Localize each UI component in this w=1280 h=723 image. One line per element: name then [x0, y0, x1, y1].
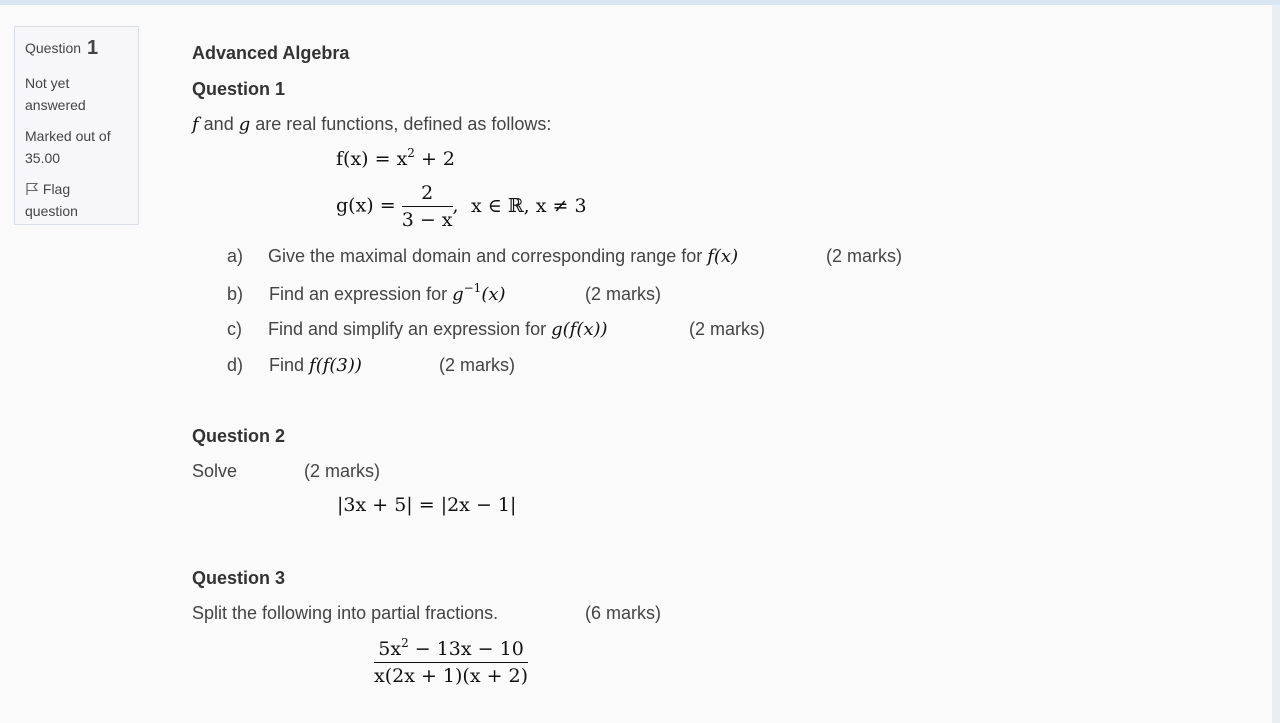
q1-f-definition: [336, 148, 455, 170]
part-b-marks: (2 marks): [585, 284, 661, 304]
part-c-label: c): [227, 319, 242, 339]
q3-num-pre: 5x: [378, 638, 402, 660]
q3-marks: (6 marks): [585, 603, 661, 623]
q1-g-lhs: g(x) =: [336, 194, 402, 217]
q2-equation: |3x + 5| = |2x − 1|: [337, 494, 517, 516]
q1-f-rhs: + 2: [414, 148, 456, 170]
q1-f-exp: 2: [407, 146, 415, 160]
status-line1: Not yet: [25, 75, 70, 91]
part-d-math: f(f(3)): [309, 355, 362, 376]
flag-line1: Flag: [42, 181, 71, 197]
q3-numerator: [374, 636, 528, 663]
q1-g-denominator: 3 − x: [401, 209, 453, 231]
part-a-marks: (2 marks): [826, 246, 902, 266]
q1-g-comma: ,: [452, 194, 459, 217]
q3-num-exp: 2: [401, 636, 409, 650]
part-c-marks: (2 marks): [689, 319, 765, 339]
part-d-label: d): [227, 355, 244, 375]
part-d-text: [269, 355, 362, 376]
question-info-panel: [14, 26, 139, 225]
status-line2: answered: [25, 97, 86, 113]
question-status: [25, 72, 128, 116]
part-b-math-pre: g: [452, 284, 464, 305]
part-b-label: b): [227, 284, 244, 304]
q1-heading: Question 1: [192, 79, 286, 99]
part-c-text: [268, 319, 608, 340]
q2-marks: (2 marks): [304, 461, 380, 481]
marked-line1: Marked out of: [25, 128, 111, 144]
page-title: Advanced Algebra: [192, 43, 350, 63]
q1-intro-f: f: [192, 114, 199, 135]
marked-line2: 35.00: [25, 150, 61, 166]
question-grade: [25, 125, 128, 169]
part-c-body: Find and simplify an expression for: [268, 319, 552, 339]
q3-fraction: [374, 636, 528, 689]
part-b-body: Find an expression for: [269, 284, 453, 304]
part-b-math-sup: −1: [463, 281, 482, 295]
question-prefix: Question: [25, 40, 82, 56]
top-bar: [0, 0, 1280, 5]
part-a-label: a): [227, 246, 244, 266]
part-d-body: Find: [269, 355, 310, 375]
part-a-body: Give the maximal domain and corresponding range for: [268, 246, 708, 266]
part-b-text: [269, 281, 506, 305]
q3-num-post: − 13x − 10: [408, 638, 524, 660]
flag-icon: [25, 182, 39, 196]
part-d-marks: (2 marks): [439, 355, 515, 375]
question-number-label: [25, 37, 128, 60]
flag-question-link[interactable]: [25, 178, 128, 222]
q1-g-fraction: [402, 180, 453, 233]
part-b-math-post: (x): [481, 284, 506, 305]
flag-line2: question: [25, 203, 78, 219]
q3-heading: Question 3: [192, 568, 286, 588]
q1-intro: [192, 114, 551, 135]
part-a-text: [268, 246, 738, 267]
q1-f-lhs: f(x) = x: [336, 148, 408, 170]
q1-intro-rest: are real functions, defined as follows:: [250, 114, 552, 134]
question-number: 1: [86, 37, 99, 59]
q2-text: Solve: [192, 461, 238, 481]
part-a-math: f(x): [707, 246, 739, 267]
q1-intro-g: g: [238, 114, 251, 135]
q1-g-domain: x ∈ ℝ, x ≠ 3: [471, 195, 587, 217]
q2-heading: Question 2: [192, 426, 286, 446]
q1-g-numerator: 2: [402, 180, 453, 207]
right-edge: [1272, 5, 1280, 723]
q1-g-definition: [336, 180, 459, 233]
q1-intro-and: and: [198, 114, 239, 134]
q3-fraction-body: [374, 636, 528, 689]
part-c-math: g(f(x)): [551, 319, 608, 340]
q3-text: Split the following into partial fractions.: [192, 603, 499, 623]
q3-denominator: x(2x + 1)(x + 2): [374, 665, 529, 687]
